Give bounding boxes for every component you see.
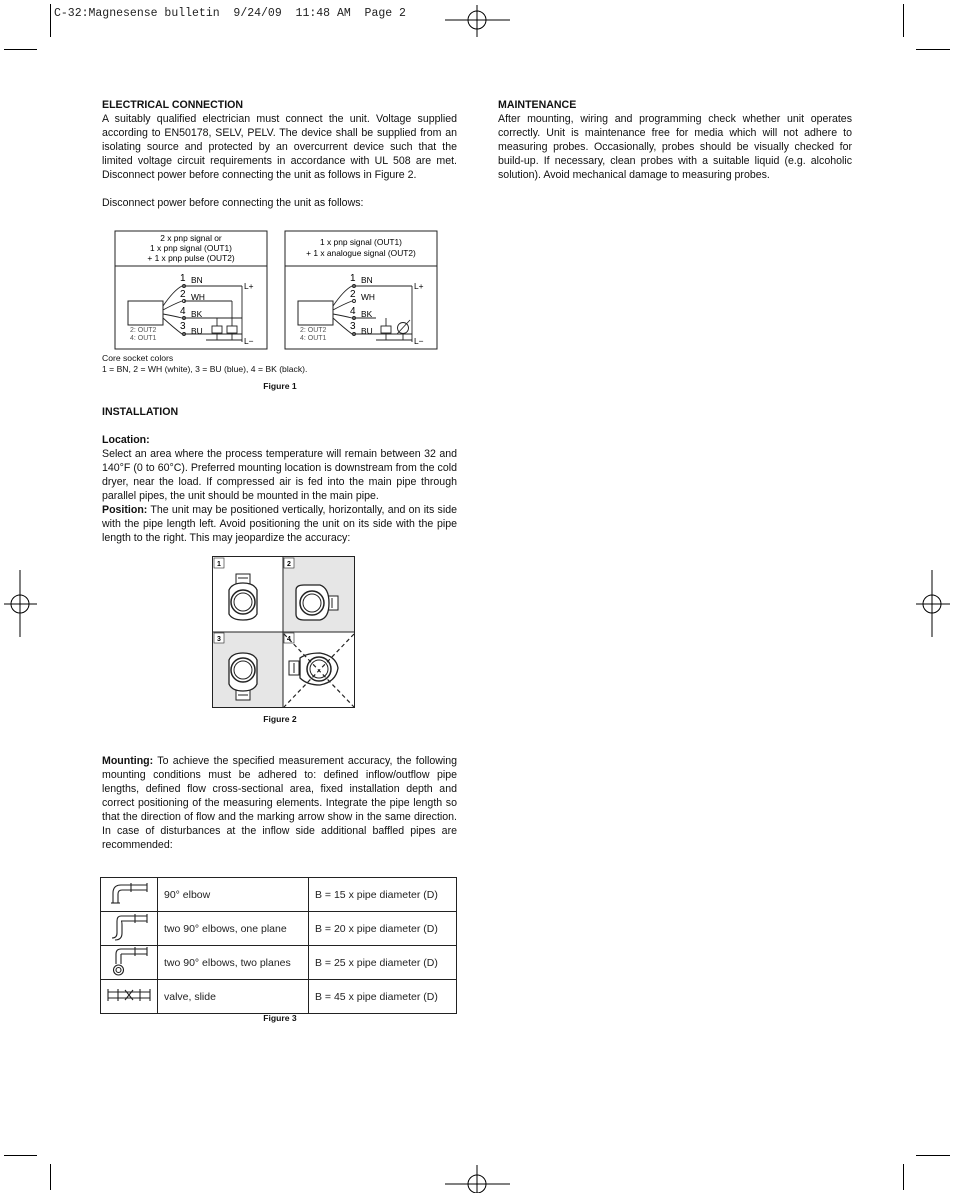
pin-1: 1 [180, 273, 186, 284]
out-label-2: 2: OUT2 [130, 327, 157, 334]
wiring-panel-analogue [285, 231, 437, 349]
registration-mark-top [445, 5, 510, 37]
supply-positive-right: L+ [414, 281, 424, 291]
maintenance-body: After mounting, wiring and programming check whether unit operates correctly. Unit is maintenance free for media which will not adhere to measuring probes. Occasionally, probes should be visually checked for build-up. If necessary, clean probes with a suitable liquid (e.g. alcoholic solution). Avoid mechanical damage to measuring probes. [498, 113, 852, 181]
table-cell-value: B = 20 x pipe diameter (D) [309, 912, 457, 946]
table-row [101, 946, 457, 980]
table-cell-label: two 90° elbows, two planes [158, 946, 309, 980]
location-heading: Location: [102, 434, 150, 446]
core-socket-colors-title: Core socket colors [102, 353, 174, 363]
pin-1-right: 1 [350, 273, 356, 284]
registration-mark-bottom [445, 1165, 510, 1193]
figure3-label: Figure 3 [263, 1013, 297, 1023]
pin-2-right: 2 [350, 289, 356, 300]
pin-2: 2 [180, 289, 186, 300]
right-header-line-1: 1 x pnp signal (OUT1) [320, 237, 402, 247]
supply-positive: L+ [244, 281, 254, 291]
pin-3-right: 3 [350, 321, 356, 332]
left-header-line-1: 2 x pnp signal or [160, 233, 222, 243]
registration-mark-left [4, 570, 37, 637]
pin-4-right: 4 [350, 306, 356, 317]
registration-mark-right [916, 570, 950, 637]
position-body: The unit may be positioned vertically, horizontally, and on its side with the pipe length left. Avoid positioning the unit on its side with the pipe length to the right. This may jeopardize the accuracy: [102, 504, 457, 544]
electrical-note: Disconnect power before connecting the unit as follows: [102, 197, 364, 209]
position-heading: Position: [102, 504, 148, 516]
maintenance-section [498, 98, 852, 182]
table-cell-value: B = 45 x pipe diameter (D) [309, 980, 457, 1014]
wire-wh: WH [191, 292, 205, 302]
elbow-icon [101, 878, 158, 912]
left-header-line-2: 1 x pnp signal (OUT1) [150, 243, 232, 253]
electrical-connection-section [102, 98, 457, 182]
quadrant-3-label: 3 [217, 636, 221, 643]
pin-4: 4 [180, 306, 186, 317]
figure2-label: Figure 2 [263, 714, 297, 724]
wire-bk-right: BK [361, 309, 373, 319]
figure1-label: Figure 1 [263, 381, 297, 391]
maintenance-heading: MAINTENANCE [498, 99, 577, 111]
table-cell-value: B = 15 x pipe diameter (D) [309, 878, 457, 912]
supply-negative-right: L− [414, 336, 424, 346]
out-label-2-right: 2: OUT2 [300, 327, 327, 334]
wire-bu-right: BU [361, 326, 373, 336]
wire-bn-right: BN [361, 275, 373, 285]
electrical-body: A suitably qualified electrician must connect the unit. Voltage supplied according to EN50178, SELV, PELV. The device shall be supplied from an isolating source and protected by an overcurrent device such that the limited voltage circuit requirements in accordance with UL 508 are met. Disconnect power before connecting the unit as follows in Figure 2. [102, 113, 457, 181]
two-elbows-two-planes-icon [101, 946, 158, 980]
table-cell-label: 90° elbow [158, 878, 309, 912]
right-header-line-2: + 1 x analogue signal (OUT2) [306, 248, 416, 258]
pipe-length-table [100, 877, 457, 1014]
mounting-positions-diagram [212, 556, 356, 710]
table-cell-label: two 90° elbows, one plane [158, 912, 309, 946]
wire-bk: BK [191, 309, 203, 319]
mounting-paragraph [102, 754, 457, 852]
electrical-heading: ELECTRICAL CONNECTION [102, 99, 244, 111]
wire-bu: BU [191, 326, 203, 336]
mounting-section [102, 754, 457, 852]
wiring-panel-pnp-pulse [115, 231, 267, 349]
wire-wh-right: WH [361, 292, 375, 302]
pin-3: 3 [180, 321, 186, 332]
out-label-4-right: 4: OUT1 [300, 335, 327, 342]
quadrant-1-label: 1 [217, 561, 221, 568]
installation-heading: INSTALLATION [102, 406, 179, 418]
installation-section [102, 405, 457, 545]
out-label-4: 4: OUT1 [130, 335, 157, 342]
table-row [101, 878, 457, 912]
table-row [101, 980, 457, 1014]
table-row [101, 912, 457, 946]
supply-negative: L− [244, 336, 254, 346]
location-body: Select an area where the process temperature will remain between 32 and 140°F (0 to 60°C). Preferred mounting location is downstream from the cold dryer, near the load. If compressed air is fed into the main pipe through parallel pipes, the unit should be mounted in the main pipe. [102, 448, 457, 502]
quadrant-2-label: 2 [287, 561, 291, 568]
left-header-line-3: + 1 x pnp pulse (OUT2) [147, 253, 235, 263]
core-socket-colors-list: 1 = BN, 2 = WH (white), 3 = BU (blue), 4 = BK (black). [102, 364, 308, 374]
table-cell-value: B = 25 x pipe diameter (D) [309, 946, 457, 980]
print-slug: C-32:Magnesense bulletin 9/24/09 11:48 AM Page 2 [54, 7, 406, 20]
valve-slide-icon [101, 980, 158, 1014]
wire-bn: BN [191, 275, 203, 285]
quadrant-4-label: 4 [287, 636, 291, 643]
mounting-body: To achieve the specified measurement accuracy, the following mounting conditions must be adhered to: defined inflow/outflow pipe lengths, defined flow cross-sectional area, fixed installation depth and correct positioning of the measuring elements. Integrate the pipe length so that the direction of flow and the marking arrow show in the same direction. In case of disturbances at the inflow side additional baffled pipes are recommended: [102, 755, 457, 851]
position-paragraph [102, 503, 457, 545]
two-elbows-one-plane-icon [101, 912, 158, 946]
figure1-caption [102, 353, 462, 375]
wiring-diagram [114, 230, 454, 352]
table-cell-label: valve, slide [158, 980, 309, 1014]
mounting-heading: Mounting: [102, 755, 154, 767]
